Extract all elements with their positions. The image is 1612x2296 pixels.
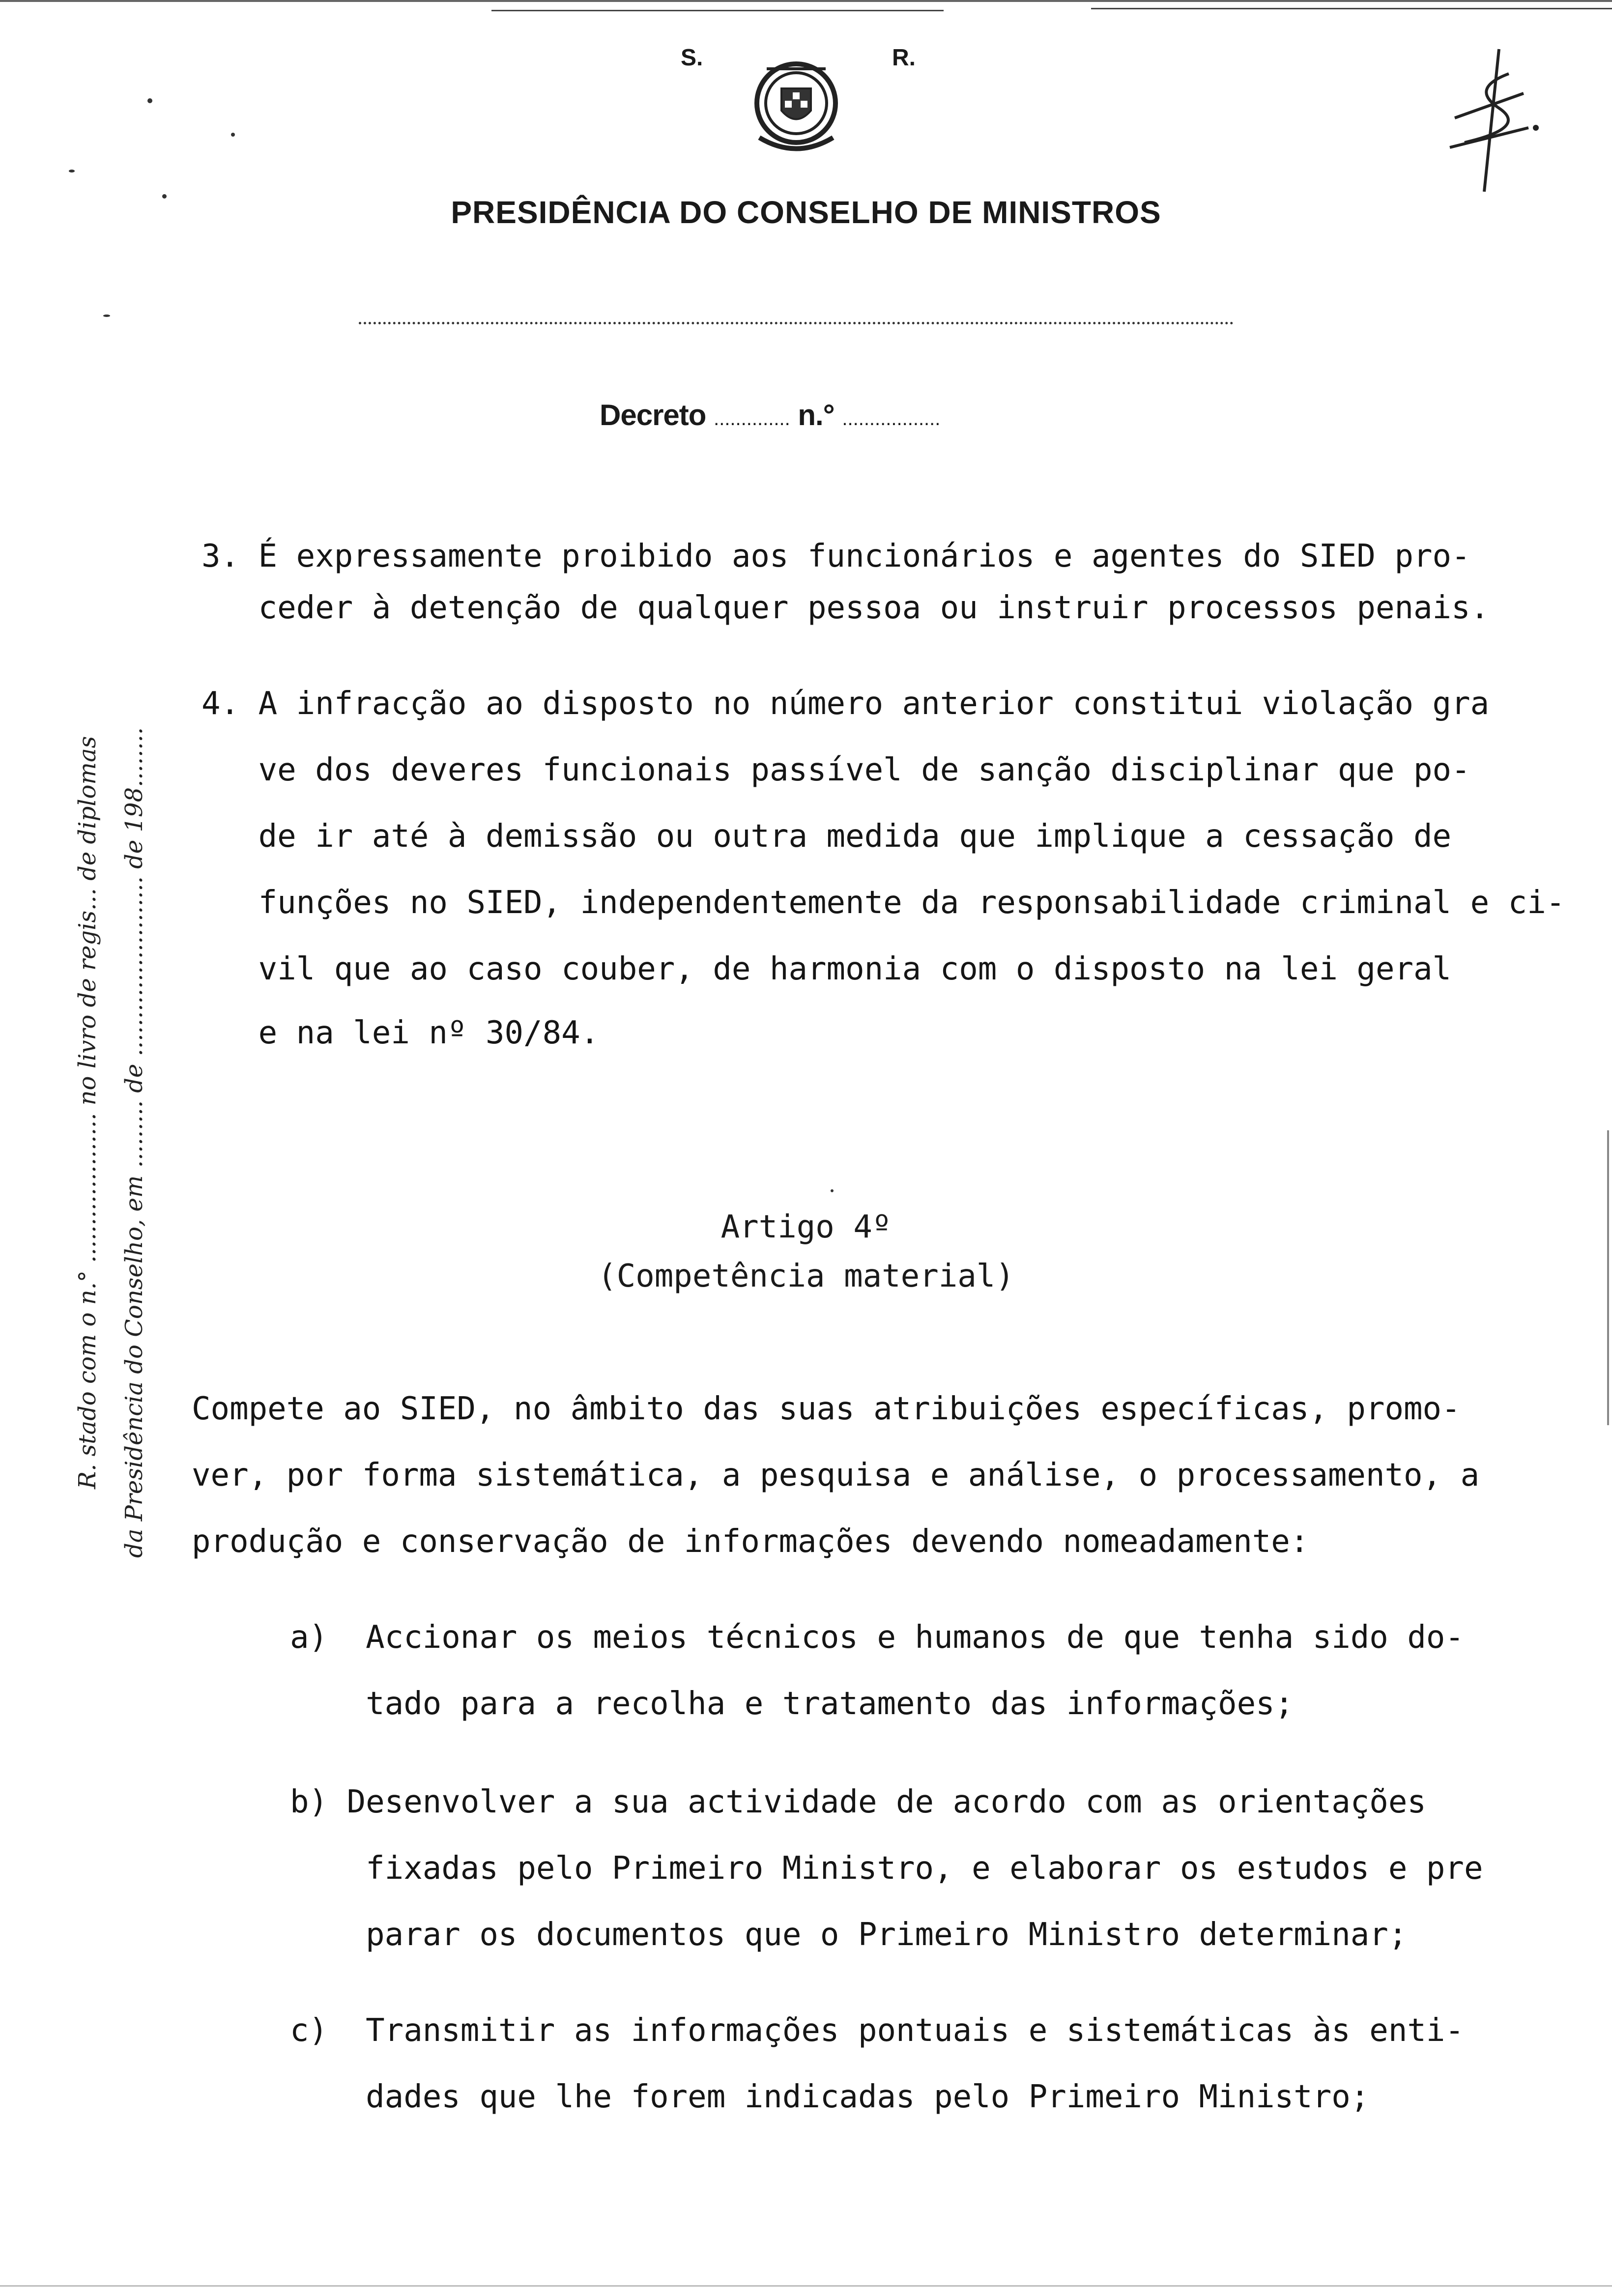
scan-edge-line xyxy=(0,2285,1612,2287)
item-4-line: e na lei nº 30/84. xyxy=(202,1015,600,1051)
item-4-line: funções no SIED, independentemente da responsabilidade criminal e ci- xyxy=(202,885,1565,921)
intro-line: produção e conservação de informações devendo nomeadamente: xyxy=(192,1523,1309,1560)
list-item-c-line: c) Transmitir as informações pontuais e sistemáticas às enti- xyxy=(290,2012,1464,2049)
decreto-line xyxy=(600,398,940,432)
list-item-b-line: b) Desenvolver a sua actividade de acordo com as orientações xyxy=(290,1784,1426,1820)
article-subtitle: (Competência material) xyxy=(598,1258,1014,1294)
scan-speck xyxy=(69,170,75,172)
list-item-b-line: parar os documentos que o Primeiro Ministro determinar; xyxy=(290,1917,1408,1953)
item-3-line: 3. É expressamente proibido aos funcionários e agentes do SIED pro- xyxy=(202,538,1470,574)
ministry-title: PRESIDÊNCIA DO CONSELHO DE MINISTROS xyxy=(451,195,1161,230)
item-4-line: vil que ao caso couber, de harmonia com o disposto na lei geral xyxy=(202,951,1452,987)
scan-edge-line xyxy=(1091,8,1612,9)
coat-of-arms-seal xyxy=(740,54,853,162)
intro-line: ver, por forma sistemática, a pesquisa e análise, o processamento, a xyxy=(192,1457,1480,1493)
scan-edge-line xyxy=(491,10,944,11)
item-4-line: de ir até à demissão ou outra medida que implique a cessação de xyxy=(202,818,1452,855)
separator-line xyxy=(359,322,1234,324)
article-title: Artigo 4º xyxy=(720,1209,892,1245)
item-4-line: ve dos deveres funcionais passível de sanção disciplinar que po- xyxy=(202,752,1470,788)
decreto-number-fill: .................. xyxy=(842,408,941,430)
list-item-a-line: tado para a recolha e tratamento das informações; xyxy=(290,1686,1294,1722)
registration-stamp-line1: R. stado com o n.° .................... no livro de regis... de diplomas xyxy=(74,736,101,1489)
list-item-a-line: a) Accionar os meios técnicos e humanos de que tenha sido do- xyxy=(290,1619,1464,1656)
intro-line: Compete ao SIED, no âmbito das suas atribuições específicas, promo- xyxy=(192,1391,1461,1427)
scan-speck xyxy=(103,315,110,317)
scan-speck xyxy=(147,98,152,103)
registration-stamp-line2: da Presidência do Conselho, em ......... de ........................ de 198........ xyxy=(120,727,148,1558)
list-item-b-line: fixadas pelo Primeiro Ministro, e elaborar os estudos e pre xyxy=(290,1850,1483,1887)
s-letter: S. xyxy=(681,45,703,71)
list-item-c-line: dades que lhe forem indicadas pelo Primeiro Ministro; xyxy=(290,2079,1370,2115)
r-letter: R. xyxy=(892,45,916,71)
decreto-label: Decreto xyxy=(600,399,706,431)
item-3-line: ceder à detenção de qualquer pessoa ou instruir processos penais. xyxy=(202,590,1490,626)
decreto-number-label: n.° xyxy=(798,399,835,431)
scan-speck xyxy=(162,194,167,199)
scan-speck xyxy=(831,1189,834,1192)
scan-edge-line xyxy=(0,0,1612,2)
scan-speck xyxy=(231,133,235,137)
item-4-line: 4. A infracção ao disposto no número anterior constitui violação gra xyxy=(202,686,1490,722)
handwritten-signature xyxy=(1425,44,1548,201)
decreto-fill: .............. xyxy=(714,408,790,430)
